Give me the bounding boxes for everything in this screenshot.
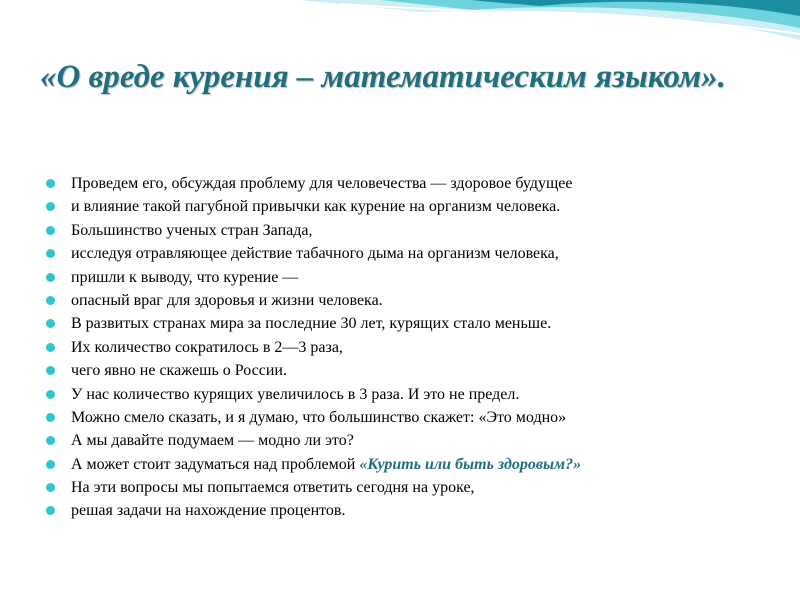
bullet-text: пришли к выводу, что курение —	[71, 268, 299, 286]
bullet-item	[46, 195, 766, 218]
bullet-dot-icon	[46, 226, 55, 235]
slide-title: «О вреде курения – математическим языком».	[40, 59, 726, 95]
bullet-text: чего явно не скажешь о России.	[71, 362, 287, 380]
bullet-item	[46, 242, 766, 265]
bullet-item	[46, 383, 766, 406]
bullet-text: опасный враг для здоровья и жизни человека.	[71, 291, 383, 309]
bullet-text: У нас количество курящих увеличилось в 3 раза. И это не предел.	[71, 385, 520, 403]
bullet-item	[46, 476, 766, 499]
bullet-text: Можно смело сказать, и я думаю, что большинство скажет: «Это модно»	[71, 408, 567, 426]
bullet-text: А может стоит задуматься над проблемой	[71, 455, 360, 473]
bullet-dot-icon	[46, 296, 55, 305]
bullet-item	[46, 359, 766, 382]
bullet-dot-icon	[46, 366, 55, 375]
bullet-text: Их количество сократилось в 2—3 раза,	[71, 338, 343, 356]
bullet-dot-icon	[46, 436, 55, 445]
bullet-item	[46, 336, 766, 359]
bullet-dot-icon	[46, 179, 55, 188]
bullet-text: А мы давайте подумаем — модно ли это?	[71, 432, 354, 450]
bullet-dot-icon	[46, 413, 55, 422]
bullet-text: Проведем его, обсуждая проблему для человечества — здоровое будущее	[71, 175, 573, 192]
bullet-dot-icon	[46, 460, 55, 469]
bullet-text: и влияние такой пагубной привычки как курение на организм человека.	[71, 198, 561, 216]
bullet-text: решая задачи на нахождение процентов.	[71, 502, 346, 520]
bullet-dot-icon	[46, 483, 55, 492]
bullet-item	[46, 406, 766, 429]
bullet-item	[46, 172, 766, 195]
bullet-dot-icon	[46, 273, 55, 282]
bullet-text: исследуя отравляющее действие табачного дыма на организм человека,	[71, 245, 559, 263]
bullet-item	[46, 312, 766, 335]
bullet-dot-icon	[46, 202, 55, 211]
bullet-list	[46, 172, 766, 523]
bullet-text: На эти вопросы мы попытаемся ответить сегодня на уроке,	[71, 479, 475, 497]
bullet-dot-icon	[46, 506, 55, 515]
bullet-item	[46, 219, 766, 242]
bullet-dot-icon	[46, 319, 55, 328]
bullet-dot-icon	[46, 249, 55, 258]
bullet-item	[46, 499, 766, 522]
bullet-item	[46, 289, 766, 312]
bullet-dot-icon	[46, 390, 55, 399]
bullet-dot-icon	[46, 343, 55, 352]
bullet-emphasis: «Курить или быть здоровым?»	[359, 455, 582, 473]
bullet-text: Большинство ученых стран Запада,	[71, 221, 313, 239]
bullet-item	[46, 429, 766, 452]
bullet-item	[46, 453, 766, 476]
bullet-item	[46, 266, 766, 289]
bullet-text: В развитых странах мира за последние 30 лет, курящих стало меньше.	[71, 315, 552, 333]
